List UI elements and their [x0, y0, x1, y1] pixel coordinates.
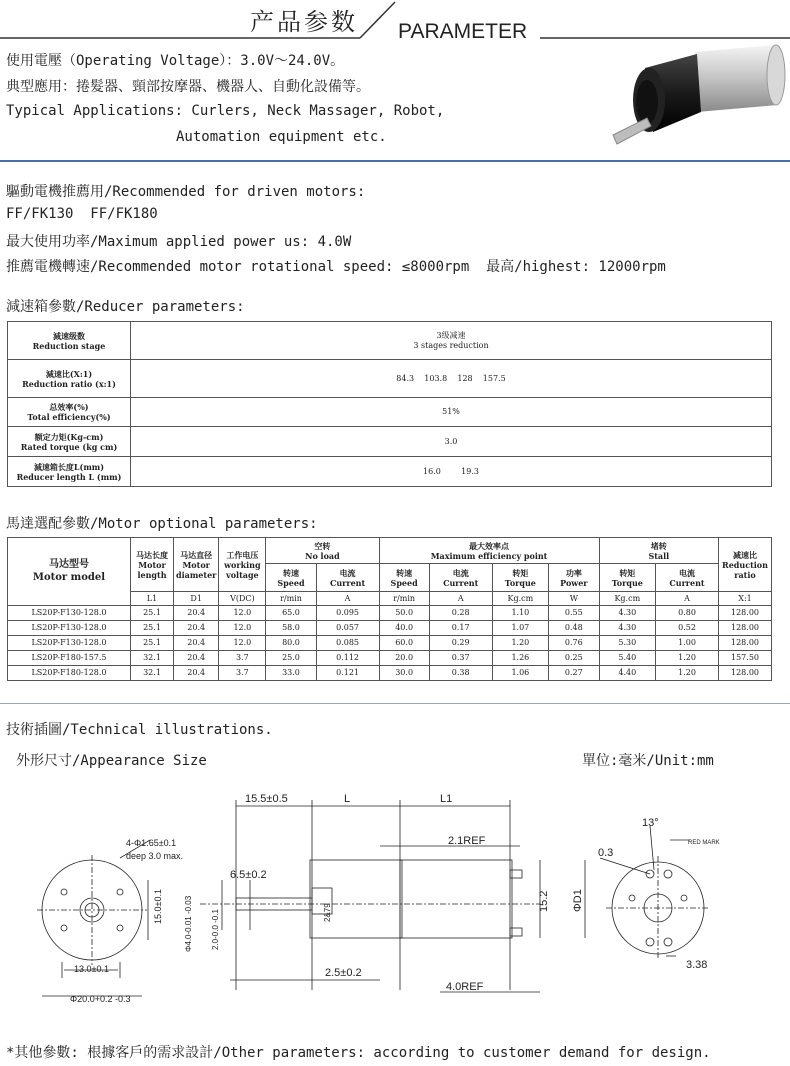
table-row: [8, 651, 772, 666]
table-cell: 20.4: [174, 621, 219, 636]
operating-voltage: 使用電壓（Operating Voltage）：3.0V～24.0V。: [6, 53, 345, 69]
unit-cell: Kg.cm: [492, 592, 548, 606]
unit-cell: r/min: [379, 592, 429, 606]
dim-13: 13.0±0.1: [74, 964, 109, 974]
table-cell: 4.30: [599, 621, 655, 636]
table-cell: 128.00: [719, 636, 772, 651]
table-cell: 25.1: [131, 606, 174, 621]
unit-cell: W: [549, 592, 600, 606]
table-cell: 25.1: [131, 636, 174, 651]
applications-cn: 典型應用：捲髮器、頸部按摩器、機器人、自動化設備等。: [6, 79, 370, 95]
dim-4-0: Φ4.0-0.01 -0.03: [184, 895, 193, 952]
table-cell: 0.55: [549, 606, 600, 621]
motor-table-heading: 馬達選配參數/Motor optional parameters:: [6, 516, 318, 532]
dim-D1: ΦD1: [572, 889, 584, 912]
unit-cell: X:1: [719, 592, 772, 606]
table-cell: 5.30: [599, 636, 655, 651]
table-cell: 20.4: [174, 636, 219, 651]
table-cell: 0.38: [429, 666, 492, 681]
table-cell: 0.085: [316, 636, 379, 651]
table-row: [8, 636, 772, 651]
dim-L: L: [344, 793, 351, 805]
table-cell: 0.057: [316, 621, 379, 636]
table-cell: 128.00: [719, 666, 772, 681]
footer-note: *其他參數: 根據客戶的需求設計/Other parameters: according to customer demand for design.: [6, 1045, 711, 1061]
motor-model-cell: LS20P-F130-128.0: [8, 636, 131, 651]
table-cell: 4.30: [599, 606, 655, 621]
table-cell: 60.0: [379, 636, 429, 651]
gear-motor-photo: [605, 40, 790, 155]
motor-model-cell: LS20P-F180-128.0: [8, 666, 131, 681]
motor-model-cell: LS20P-F130-128.0: [8, 621, 131, 636]
unit-cell: V(DC): [219, 592, 266, 606]
table-cell: 20.4: [174, 606, 219, 621]
appearance-size: 外形尺寸/Appearance Size: [16, 753, 207, 769]
table-cell: 1.10: [492, 606, 548, 621]
table-cell: 0.112: [316, 651, 379, 666]
table-cell: 12.0: [219, 606, 266, 621]
table-cell: 20.0: [379, 651, 429, 666]
dim-15-5: 15.5±0.5: [245, 793, 288, 805]
table-cell: 0.48: [549, 621, 600, 636]
side-view: [200, 800, 585, 992]
table-cell: 157.50: [719, 651, 772, 666]
table-cell: 5.40: [599, 651, 655, 666]
rated-torque: 3.0: [131, 427, 772, 457]
table-cell: 3.7: [219, 666, 266, 681]
recommended-motors: 驅動電機推薦用/Recommended for driven motors:: [6, 184, 366, 200]
dim-0-3: 0.3: [598, 847, 614, 859]
dim-4-0ref: 4.0REF: [446, 981, 484, 993]
dim-2-0: 2.0-0.0 -0.1: [211, 909, 220, 950]
unit-cell: A: [429, 592, 492, 606]
table-cell: 4.40: [599, 666, 655, 681]
dim-13-deg: 13°: [642, 817, 659, 829]
unit-cell: D1: [174, 592, 219, 606]
table-row: [8, 606, 772, 621]
table-row: [8, 666, 772, 681]
technical-drawing: [0, 780, 790, 1020]
unit-cell: r/min: [266, 592, 316, 606]
reducer-length: 16.0 19.3: [131, 457, 772, 487]
table-cell: 58.0: [266, 621, 316, 636]
table-cell: 25.0: [266, 651, 316, 666]
rear-view: [600, 826, 710, 960]
table-cell: 1.00: [656, 636, 719, 651]
table-cell: 32.1: [131, 666, 174, 681]
table-cell: 0.25: [549, 651, 600, 666]
table-cell: 30.0: [379, 666, 429, 681]
technical-heading: 技術插圖/Technical illustrations.: [6, 722, 273, 738]
section-divider-2: [0, 703, 790, 704]
holes-dim: 4-Φ1.65±0.1: [126, 838, 177, 848]
table-cell: 1.20: [656, 651, 719, 666]
table-cell: 1.06: [492, 666, 548, 681]
table-cell: 1.20: [656, 666, 719, 681]
table-cell: 0.095: [316, 606, 379, 621]
total-efficiency: 51%: [131, 398, 772, 427]
red-mark-label: RED MARK: [688, 840, 720, 846]
unit-cell: A: [316, 592, 379, 606]
motor-model-cell: LS20P-F130-128.0: [8, 606, 131, 621]
max-power: 最大使用功率/Maximum applied power us: 4.0W: [6, 234, 352, 250]
dim-L1: L1: [440, 793, 453, 805]
dim-15: 15.0±0.1: [153, 889, 163, 924]
table-cell: 0.28: [429, 606, 492, 621]
dim-20: Φ20.0+0.2 -0.3: [70, 994, 131, 1004]
table-cell: 0.27: [549, 666, 600, 681]
motor-speed: 推薦電機轉速/Recommended motor rotational speed: ≤8000rpm 最高/highest: 12000rpm: [6, 259, 666, 275]
table-cell: 33.0: [266, 666, 316, 681]
table-cell: 12.0: [219, 621, 266, 636]
table-cell: 1.20: [492, 636, 548, 651]
table-cell: 0.80: [656, 606, 719, 621]
reducer-heading: 減速箱參數/Reducer parameters:: [6, 299, 245, 315]
page-title-en: PARAMETER: [398, 20, 528, 43]
unit-label: 單位:毫米/Unit:mm: [582, 753, 714, 769]
table-cell: 0.37: [429, 651, 492, 666]
table-cell: 3.7: [219, 651, 266, 666]
table-cell: 0.29: [429, 636, 492, 651]
reduction-ratios: 84.3 103.8 128 157.5: [131, 360, 772, 398]
table-row: [8, 621, 772, 636]
dim-2-79: 2&79: [323, 903, 332, 922]
unit-cell: L1: [131, 592, 174, 606]
table-cell: 20.4: [174, 666, 219, 681]
dim-3-38: 3.38: [686, 959, 708, 971]
table-cell: 50.0: [379, 606, 429, 621]
motor-models: FF/FK130 FF/FK180: [6, 206, 158, 222]
table-cell: 1.07: [492, 621, 548, 636]
reducer-table: 減速级数 Reduction stage 3级减速 3 stages reduction 減速比(X:1) Reduction ratio (x:1) 84.3 103.8 128 157.5 总效率(%) Total efficiency(%) 51% 额定力矩(Kg-cm) Rated torque (kg cm) 3.0 減速箱长度L(mm) Reducer length L (mm) 16.0 19.3: [7, 321, 772, 487]
table-cell: 40.0: [379, 621, 429, 636]
unit-cell: Kg.cm: [599, 592, 655, 606]
table-cell: 20.4: [174, 651, 219, 666]
motor-table: 马达型号 Motor model 马达长度 Motor length 马达直径 Motor diameter 工作电压 working voltage 空转 No load 最大效率点 Maximum efficiency point 堵转 Stall 减速比 Reduction ratio 转速 Speed 电流 Current 转速 Speed 电流 Current 转矩 Torque 功率 Power 转矩 Torque 电流 Current L1 D1 V(DC) r/min A r/min A Kg.cm W Kg.cm A X:1 LS20P-F130-128.0 25.1 20.4 12.0 65.0 0.095 50.0 0.28 1.10 0.55 4.30 0.80 128.00 LS20P-F130-128.0 25.1 20.4 12.0 58.0 0.057 40.0 0.17 1.07 0.48 4.30 0.52 128.00 LS20P-F130-128.0 25.1 20.4 12.0 80.0 0.085 60.0 0.29 1.20 0.76 5.30 1.00 128.00 LS20P-F180-157.5 32.1 20.4 3.7 25.0 0.112 20.0 0.37 1.26 0.25 5.40 1.20 157.50 LS20P-F180-128.0 32.1 20.4 3.7 33.0 0.121 30.0 0.38 1.06 0.27 4.40 1.20 128.00: [7, 537, 772, 681]
page-title-cn: 产品参数: [250, 8, 358, 36]
table-cell: 128.00: [719, 606, 772, 621]
section-divider: [0, 160, 790, 162]
dim-2-1ref: 2.1REF: [448, 835, 486, 847]
dim-15-2: 15.2: [538, 890, 550, 912]
dim-2-5: 2.5±0.2: [325, 967, 362, 979]
deep-dim: deep 3.0 max.: [126, 851, 184, 861]
applications-en-1: Typical Applications: Curlers, Neck Massager, Robot,: [6, 103, 445, 119]
table-cell: 0.121: [316, 666, 379, 681]
table-cell: 0.52: [656, 621, 719, 636]
table-cell: 65.0: [266, 606, 316, 621]
table-cell: 128.00: [719, 621, 772, 636]
applications-en-2: Automation equipment etc.: [176, 129, 387, 145]
table-cell: 0.76: [549, 636, 600, 651]
unit-cell: A: [656, 592, 719, 606]
motor-model-cell: LS20P-F180-157.5: [8, 651, 131, 666]
table-cell: 25.1: [131, 621, 174, 636]
table-cell: 32.1: [131, 651, 174, 666]
table-cell: 80.0: [266, 636, 316, 651]
table-cell: 0.17: [429, 621, 492, 636]
dim-6-5: 6.5±0.2: [230, 869, 267, 881]
table-cell: 1.26: [492, 651, 548, 666]
table-cell: 12.0: [219, 636, 266, 651]
